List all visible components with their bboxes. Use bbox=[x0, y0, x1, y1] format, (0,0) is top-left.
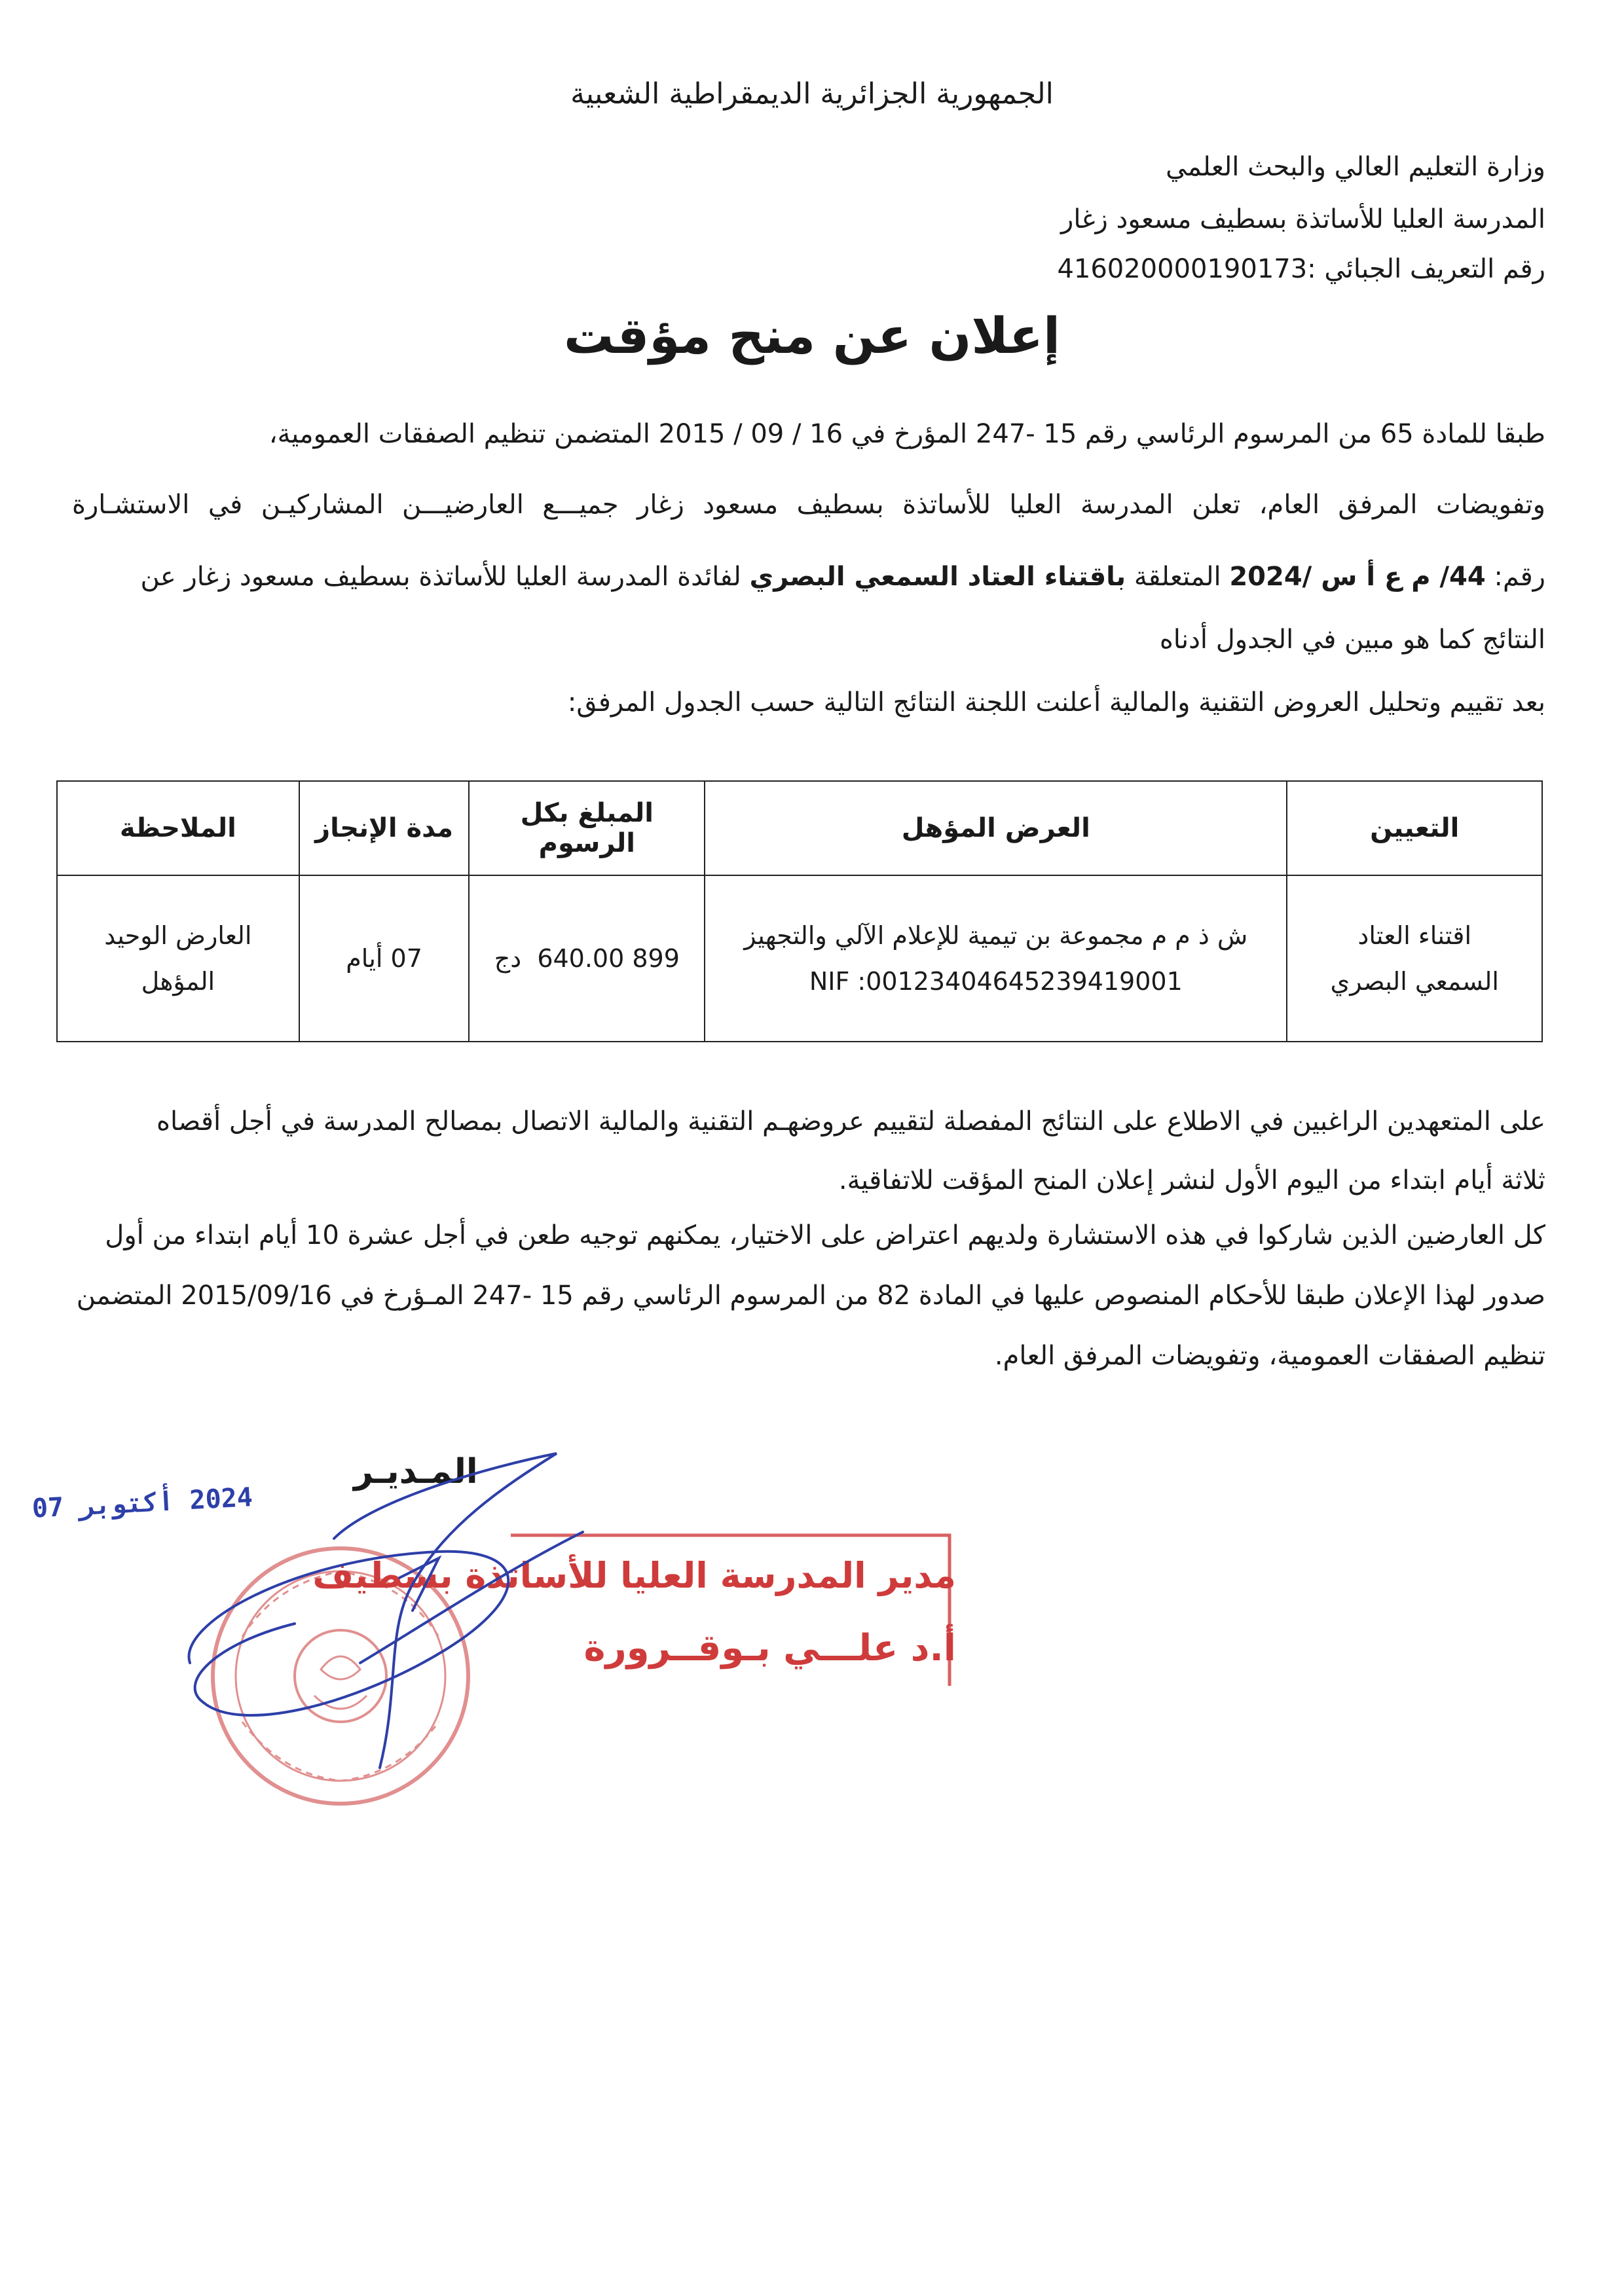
table-row bbox=[57, 875, 1542, 1042]
page-title: إعلان عن منح مؤقت bbox=[564, 306, 1060, 365]
header-duration: مدة الإنجاز bbox=[299, 781, 470, 875]
consultation-reference: 44/ م ع أ س /2024 bbox=[1229, 562, 1486, 592]
header-designation: التعيين bbox=[1287, 781, 1542, 875]
body-p1-line-2: ثلاثة أيام ابتداء من اليوم الأول لنشر إعلان المنح المؤقت للاتفاقية. bbox=[838, 1165, 1545, 1195]
offer-nif: NIF :00123404645239419001 bbox=[809, 967, 1183, 996]
note-line-1: العارض الوحيد bbox=[104, 921, 252, 950]
designation-line-2: السمعي البصري bbox=[1330, 967, 1499, 996]
consultation-subject: باقتناء العتاد السمعي البصري bbox=[749, 562, 1126, 592]
results-table bbox=[56, 780, 1543, 1042]
cell-amount bbox=[469, 875, 705, 1042]
intro-line-4: النتائج كما هو مبين في الجدول أدناه bbox=[1159, 625, 1545, 655]
amount-currency: دج bbox=[494, 944, 522, 973]
date-stamp: 2024 أكتوبر 07 bbox=[31, 1482, 253, 1524]
amount-value: 899 640.00 bbox=[537, 944, 680, 973]
ministry-line: وزارة التعليم العالي والبحث العلمي bbox=[1166, 152, 1545, 182]
body-p1-line-1: على المتعهدين الراغبين في الاطلاع على النتائج المفصلة لتقييم عروضهـم التقنية والمالية الاتصال بمصالح المدرسة في أجل أقصاه bbox=[157, 1106, 1545, 1137]
table-header-row bbox=[57, 781, 1542, 875]
cell-note bbox=[57, 875, 299, 1042]
stamp-line-2: أ.د علـــي بـوقــرورة bbox=[583, 1627, 956, 1669]
offer-name: ش ذ م م مجموعة بن تيمية للإعلام الآلي والتجهيز bbox=[744, 921, 1248, 950]
school-line: المدرسة العليا للأساتذة بسطيف مسعود زغار bbox=[1061, 204, 1545, 234]
intro-line-3 bbox=[72, 562, 1545, 592]
cell-offer bbox=[705, 875, 1287, 1042]
header-offer: العرض المؤهل bbox=[705, 781, 1287, 875]
intro-line-2: وتفويضات المرفق العام، تعلن المدرسة العليا للأساتذة بسطيف مسعود زغار جميـــع العارضيـــن المشاركيـن في الاستشـارة bbox=[72, 490, 1545, 520]
body-p2-line-3: تنظيم الصفقات العمومية، وتفويضات المرفق العام. bbox=[994, 1341, 1545, 1371]
cell-designation bbox=[1287, 875, 1542, 1042]
tax-id-line: رقم التعريف الجبائي :416020000190173 bbox=[1057, 254, 1545, 284]
intro-line-5: بعد تقييم وتحليل العروض التقنية والمالية أعلنت اللجنة النتائج التالية حسب الجدول المرفق: bbox=[567, 687, 1545, 718]
handwritten-signature-icon bbox=[164, 1427, 753, 1833]
designation-line-1: اقتناء العتاد bbox=[1357, 921, 1472, 950]
director-title: المـديـر bbox=[354, 1452, 478, 1491]
republic-heading: الجمهورية الجزائرية الديمقراطية الشعبية bbox=[570, 77, 1054, 111]
intro-line-3-suffix: لفائدة المدرسة العليا للأساتذة بسطيف مسعود زغار عن bbox=[140, 562, 750, 592]
cell-duration: 07 أيام bbox=[299, 875, 470, 1042]
intro-line-3-prefix: رقم: bbox=[1485, 562, 1545, 592]
intro-line-1: طبقا للمادة 65 من المرسوم الرئاسي رقم 15 -247 المؤرخ في 16 / 09 / 2015 المتضمن تنظيم الصفقات العمومية، bbox=[268, 419, 1545, 449]
header-note: الملاحظة bbox=[57, 781, 299, 875]
intro-line-3-mid: المتعلقة bbox=[1126, 562, 1230, 592]
stamp-line-1: مدير المدرسة العليا للأساتذة بسطيف bbox=[312, 1555, 956, 1596]
body-p2-line-1: كل العارضين الذين شاركوا في هذه الاستشارة ولديهم اعتراض على الاختيار، يمكنهم توجيه طعن في أجل عشرة 10 أيام ابتداء من أول bbox=[105, 1220, 1545, 1250]
body-p2-line-2: صدور لهذا الإعلان طبقا للأحكام المنصوص عليها في المادة 82 من المرسوم الرئاسي رقم 15 -247 المـؤرخ في 2015/09/16 المتضمن bbox=[76, 1281, 1545, 1311]
header-amount: المبلغ بكل الرسوم bbox=[469, 781, 705, 875]
note-line-2: المؤهل bbox=[141, 967, 215, 996]
